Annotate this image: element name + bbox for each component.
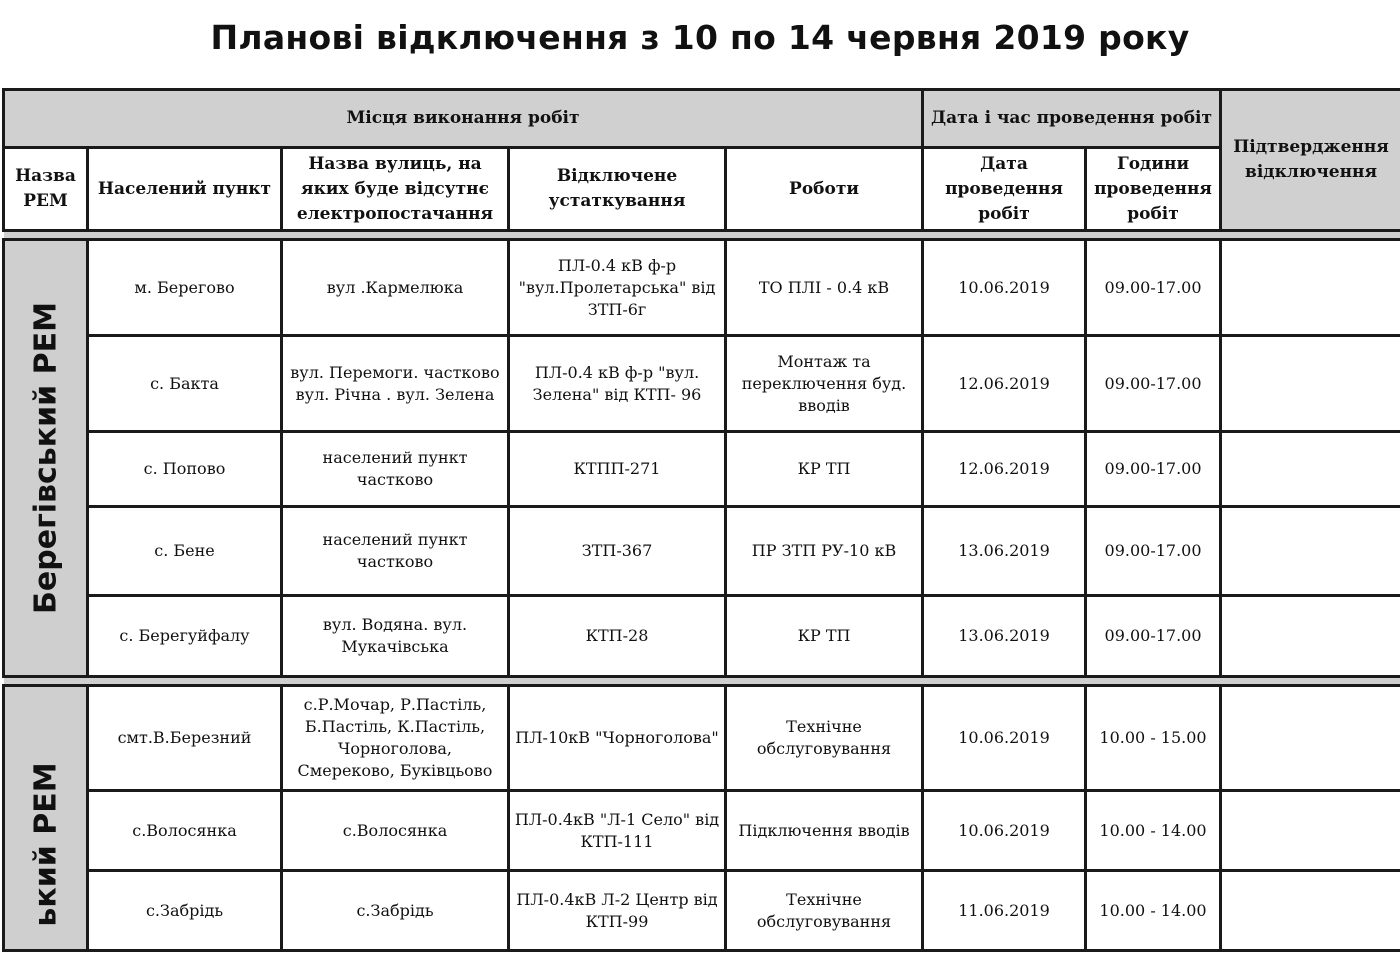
table-row bbox=[4, 336, 1400, 432]
settlement-cell: с. Попово bbox=[88, 432, 282, 507]
hours-cell: 10.00 - 15.00 bbox=[1086, 686, 1221, 791]
table-row bbox=[4, 686, 1400, 791]
equipment-cell: КТП-28 bbox=[509, 596, 726, 677]
date-cell: 10.06.2019 bbox=[923, 240, 1086, 336]
header-confirm: Підтвердження відключення bbox=[1221, 90, 1400, 231]
equipment-cell: ПЛ-0.4кВ "Л-1 Село" від КТП-111 bbox=[509, 791, 726, 871]
streets-cell: с.Волосянка bbox=[282, 791, 509, 871]
hours-cell: 09.00-17.00 bbox=[1086, 507, 1221, 596]
date-cell: 13.06.2019 bbox=[923, 596, 1086, 677]
rem-name: Берегівський РЕМ bbox=[28, 302, 63, 614]
date-cell: 10.06.2019 bbox=[923, 791, 1086, 871]
settlement-cell: с.Забрідь bbox=[88, 871, 282, 951]
hours-cell: 10.00 - 14.00 bbox=[1086, 791, 1221, 871]
confirm-cell bbox=[1221, 791, 1400, 871]
equipment-cell: ЗТП-367 bbox=[509, 507, 726, 596]
table-row bbox=[4, 596, 1400, 677]
separator bbox=[4, 677, 1400, 686]
streets-cell: вул. Перемоги. частково вул. Річна . вул. Зелена bbox=[282, 336, 509, 432]
table-row bbox=[4, 871, 1400, 951]
table-row bbox=[4, 791, 1400, 871]
works-cell: Монтаж та переключення буд. вводів bbox=[726, 336, 923, 432]
header-row-groups bbox=[4, 90, 1400, 148]
works-cell: Підключення вводів bbox=[726, 791, 923, 871]
equipment-cell: КТПП-271 bbox=[509, 432, 726, 507]
streets-cell: вул .Кармелюка bbox=[282, 240, 509, 336]
works-cell: КР ТП bbox=[726, 432, 923, 507]
header-hours: Години проведення робіт bbox=[1086, 148, 1221, 231]
works-cell: Технічне обслуговування bbox=[726, 686, 923, 791]
equipment-cell: ПЛ-0.4кВ Л-2 Центр від КТП-99 bbox=[509, 871, 726, 951]
settlement-cell: смт.В.Березний bbox=[88, 686, 282, 791]
hours-cell: 09.00-17.00 bbox=[1086, 240, 1221, 336]
rem-name-cell bbox=[4, 686, 88, 951]
settlement-cell: с. Берегуйфалу bbox=[88, 596, 282, 677]
date-cell: 11.06.2019 bbox=[923, 871, 1086, 951]
hours-cell: 10.00 - 14.00 bbox=[1086, 871, 1221, 951]
confirm-cell bbox=[1221, 432, 1400, 507]
streets-cell: населений пункт частково bbox=[282, 507, 509, 596]
table-row bbox=[4, 240, 1400, 336]
hours-cell: 09.00-17.00 bbox=[1086, 336, 1221, 432]
hours-cell: 09.00-17.00 bbox=[1086, 596, 1221, 677]
confirm-cell bbox=[1221, 240, 1400, 336]
header-works: Роботи bbox=[726, 148, 923, 231]
works-cell: ТО ПЛІ - 0.4 кВ bbox=[726, 240, 923, 336]
header-row-columns bbox=[4, 148, 1400, 231]
confirm-cell bbox=[1221, 336, 1400, 432]
streets-cell: с.Забрідь bbox=[282, 871, 509, 951]
table-row bbox=[4, 432, 1400, 507]
settlement-cell: с.Волосянка bbox=[88, 791, 282, 871]
header-settlement: Населений пункт bbox=[88, 148, 282, 231]
header-streets: Назва вулиць, на яких буде відсутнє електропостачання bbox=[282, 148, 509, 231]
date-cell: 12.06.2019 bbox=[923, 336, 1086, 432]
header-equipment: Відключене устаткування bbox=[509, 148, 726, 231]
works-cell: ПР ЗТП РУ-10 кВ bbox=[726, 507, 923, 596]
rem-name-cell bbox=[4, 240, 88, 677]
date-cell: 10.06.2019 bbox=[923, 686, 1086, 791]
header-datetime: Дата і час проведення робіт bbox=[923, 90, 1221, 148]
header-places: Місця виконання робіт bbox=[4, 90, 923, 148]
header-date: Дата проведення робіт bbox=[923, 148, 1086, 231]
confirm-cell bbox=[1221, 871, 1400, 951]
confirm-cell bbox=[1221, 596, 1400, 677]
date-cell: 12.06.2019 bbox=[923, 432, 1086, 507]
table-row bbox=[4, 507, 1400, 596]
separator bbox=[4, 231, 1400, 240]
header-rem: Назва РЕМ bbox=[4, 148, 88, 231]
rem-name: ький РЕМ bbox=[28, 762, 63, 927]
settlement-cell: м. Берегово bbox=[88, 240, 282, 336]
equipment-cell: ПЛ-0.4 кВ ф-р "вул. Зелена" від КТП- 96 bbox=[509, 336, 726, 432]
works-cell: КР ТП bbox=[726, 596, 923, 677]
works-cell: Технічне обслуговування bbox=[726, 871, 923, 951]
date-cell: 13.06.2019 bbox=[923, 507, 1086, 596]
confirm-cell bbox=[1221, 507, 1400, 596]
equipment-cell: ПЛ-10кВ "Чорноголова" bbox=[509, 686, 726, 791]
settlement-cell: с. Бакта bbox=[88, 336, 282, 432]
streets-cell: вул. Водяна. вул. Мукачівська bbox=[282, 596, 509, 677]
page-title: Планові відключення з 10 по 14 червня 2019 року bbox=[210, 18, 1190, 57]
settlement-cell: с. Бене bbox=[88, 507, 282, 596]
confirm-cell bbox=[1221, 686, 1400, 791]
equipment-cell: ПЛ-0.4 кВ ф-р "вул.Пролетарська" від ЗТП-6г bbox=[509, 240, 726, 336]
outage-table bbox=[2, 88, 1400, 952]
hours-cell: 09.00-17.00 bbox=[1086, 432, 1221, 507]
streets-cell: населений пункт частково bbox=[282, 432, 509, 507]
streets-cell: с.Р.Мочар, Р.Пастіль, Б.Пастіль, К.Пастіль, Чорноголова, Смереково, Буківцьово bbox=[282, 686, 509, 791]
